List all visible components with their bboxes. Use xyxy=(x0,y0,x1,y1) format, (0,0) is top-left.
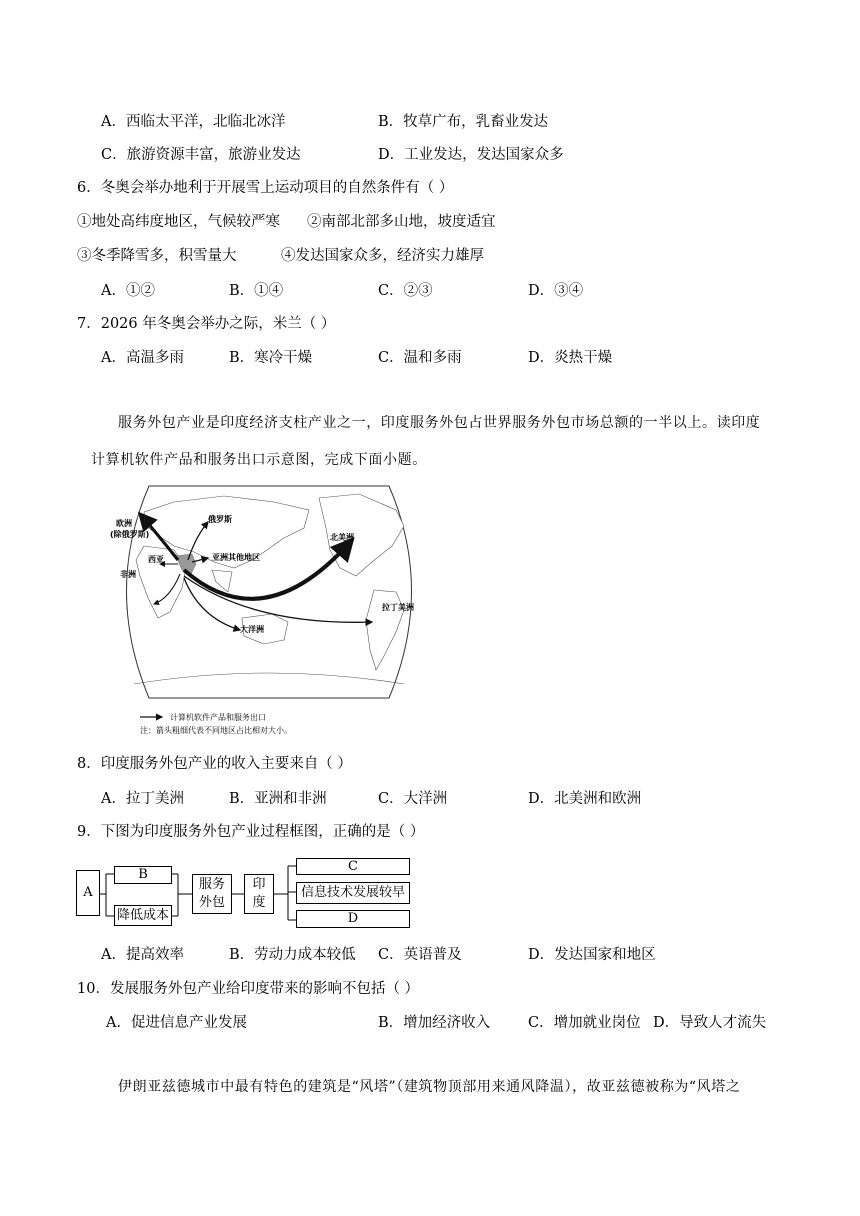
label-latin-america: 拉丁美洲 xyxy=(382,603,414,612)
q7-option-b: B．寒冷干燥 xyxy=(229,350,313,366)
q7-stem: 7．2026 年冬奥会举办之际，米兰（ ） xyxy=(77,316,336,332)
q8-option-b: B．亚洲和非洲 xyxy=(229,791,327,807)
label-africa: 非洲 xyxy=(120,570,136,579)
q5-option-c: C．旅游资源丰富，旅游业发达 xyxy=(101,147,301,163)
q10-option-b: B．增加经济收入 xyxy=(378,1015,491,1031)
flow-box-c: C xyxy=(296,858,410,875)
q7-option-c: C．温和多雨 xyxy=(378,350,462,366)
flow-box-a: A xyxy=(76,870,100,916)
passage-windtower-line1: 伊朗亚兹德城市中最有特色的建筑是“风塔”（建筑物顶部用来通风降温），故亚兹德被称为“风塔之 xyxy=(118,1079,741,1095)
q9-option-c: C．英语普及 xyxy=(378,947,462,963)
flow-india-line2: 度 xyxy=(252,895,266,910)
label-west-asia: 西亚 xyxy=(148,555,164,564)
flow-box-outsourcing xyxy=(192,874,232,914)
passage-outsourcing-line1: 服务外包产业是印度经济支柱产业之一，印度服务外包占世界服务外包市场总额的一半以上。读印度 xyxy=(118,415,761,431)
q9-option-b: B．劳动力成本较低 xyxy=(229,947,356,963)
flow-india-line1: 印 xyxy=(252,877,266,892)
q10-option-a: A．促进信息产业发展 xyxy=(106,1015,247,1031)
label-other-asia: 亚洲其他地区 xyxy=(212,553,260,562)
flow-box-it: 信息技术发展较早 xyxy=(296,882,410,904)
q6-statement-3: ③冬季降雪多，积雪量大 xyxy=(77,248,237,264)
q9-option-d: D．发达国家和地区 xyxy=(528,947,656,963)
q7-option-a: A．高温多雨 xyxy=(101,350,184,366)
label-oceania: 大洋洲 xyxy=(240,625,264,634)
india-software-export-map xyxy=(104,480,434,748)
label-russia: 俄罗斯 xyxy=(208,515,232,524)
q5-option-a: A．西临太平洋，北临北冰洋 xyxy=(101,114,286,130)
flow-box-d: D xyxy=(296,910,410,928)
outsourcing-flow-diagram xyxy=(76,854,416,932)
q9-option-a: A．提高效率 xyxy=(101,947,184,963)
q8-option-c: C．大洋洲 xyxy=(378,791,448,807)
q5-option-d: D．工业发达，发达国家众多 xyxy=(378,147,564,163)
flow-box-cost: 降低成本 xyxy=(114,905,172,926)
label-north-america: 北美洲 xyxy=(330,533,354,542)
q6-statement-1: ①地处高纬度地区，气候较严寒 xyxy=(77,214,280,230)
q6-option-a: A．①② xyxy=(101,283,155,299)
passage-outsourcing-line2: 计算机软件产品和服务出口示意图，完成下面小题。 xyxy=(91,452,427,468)
q10-stem: 10．发展服务外包产业给印度带来的影响不包括（ ） xyxy=(77,981,420,997)
q9-stem: 9．下图为印度服务外包产业过程框图，正确的是（ ） xyxy=(77,824,425,840)
flow-outsourcing-line1: 服务 xyxy=(198,877,225,892)
q6-option-d: D．③④ xyxy=(528,283,584,299)
q6-option-b: B．①④ xyxy=(229,283,284,299)
q6-option-c: C．②③ xyxy=(378,283,433,299)
q6-statement-4: ④发达国家众多，经济实力雄厚 xyxy=(281,248,484,264)
map-note: 注：箭头粗细代表不同地区占比相对大小。 xyxy=(140,726,292,735)
flow-outsourcing-line2: 外包 xyxy=(198,895,225,910)
q10-option-d: D．导致人才流失 xyxy=(653,1015,767,1031)
flow-box-india xyxy=(244,874,274,914)
q8-option-a: A．拉丁美洲 xyxy=(101,791,184,807)
q8-stem: 8．印度服务外包产业的收入主要来自（ ） xyxy=(77,756,352,772)
flow-box-b: B xyxy=(114,866,172,884)
q7-option-d: D．炎热干燥 xyxy=(528,350,613,366)
q10-option-c: C．增加就业岗位 xyxy=(528,1015,641,1031)
q6-statement-2: ②南部北部多山地，坡度适宜 xyxy=(307,214,496,230)
q5-option-b: B．牧草广布，乳畜业发达 xyxy=(378,114,549,130)
label-europe-note: (除俄罗斯) xyxy=(110,530,150,539)
q8-option-d: D．北美洲和欧洲 xyxy=(528,791,642,807)
label-europe: 欧洲 xyxy=(116,519,132,528)
q6-stem: 6．冬奥会举办地利于开展雪上运动项目的自然条件有（ ） xyxy=(77,180,454,196)
legend-text: 计算机软件产品和服务出口 xyxy=(170,713,266,722)
